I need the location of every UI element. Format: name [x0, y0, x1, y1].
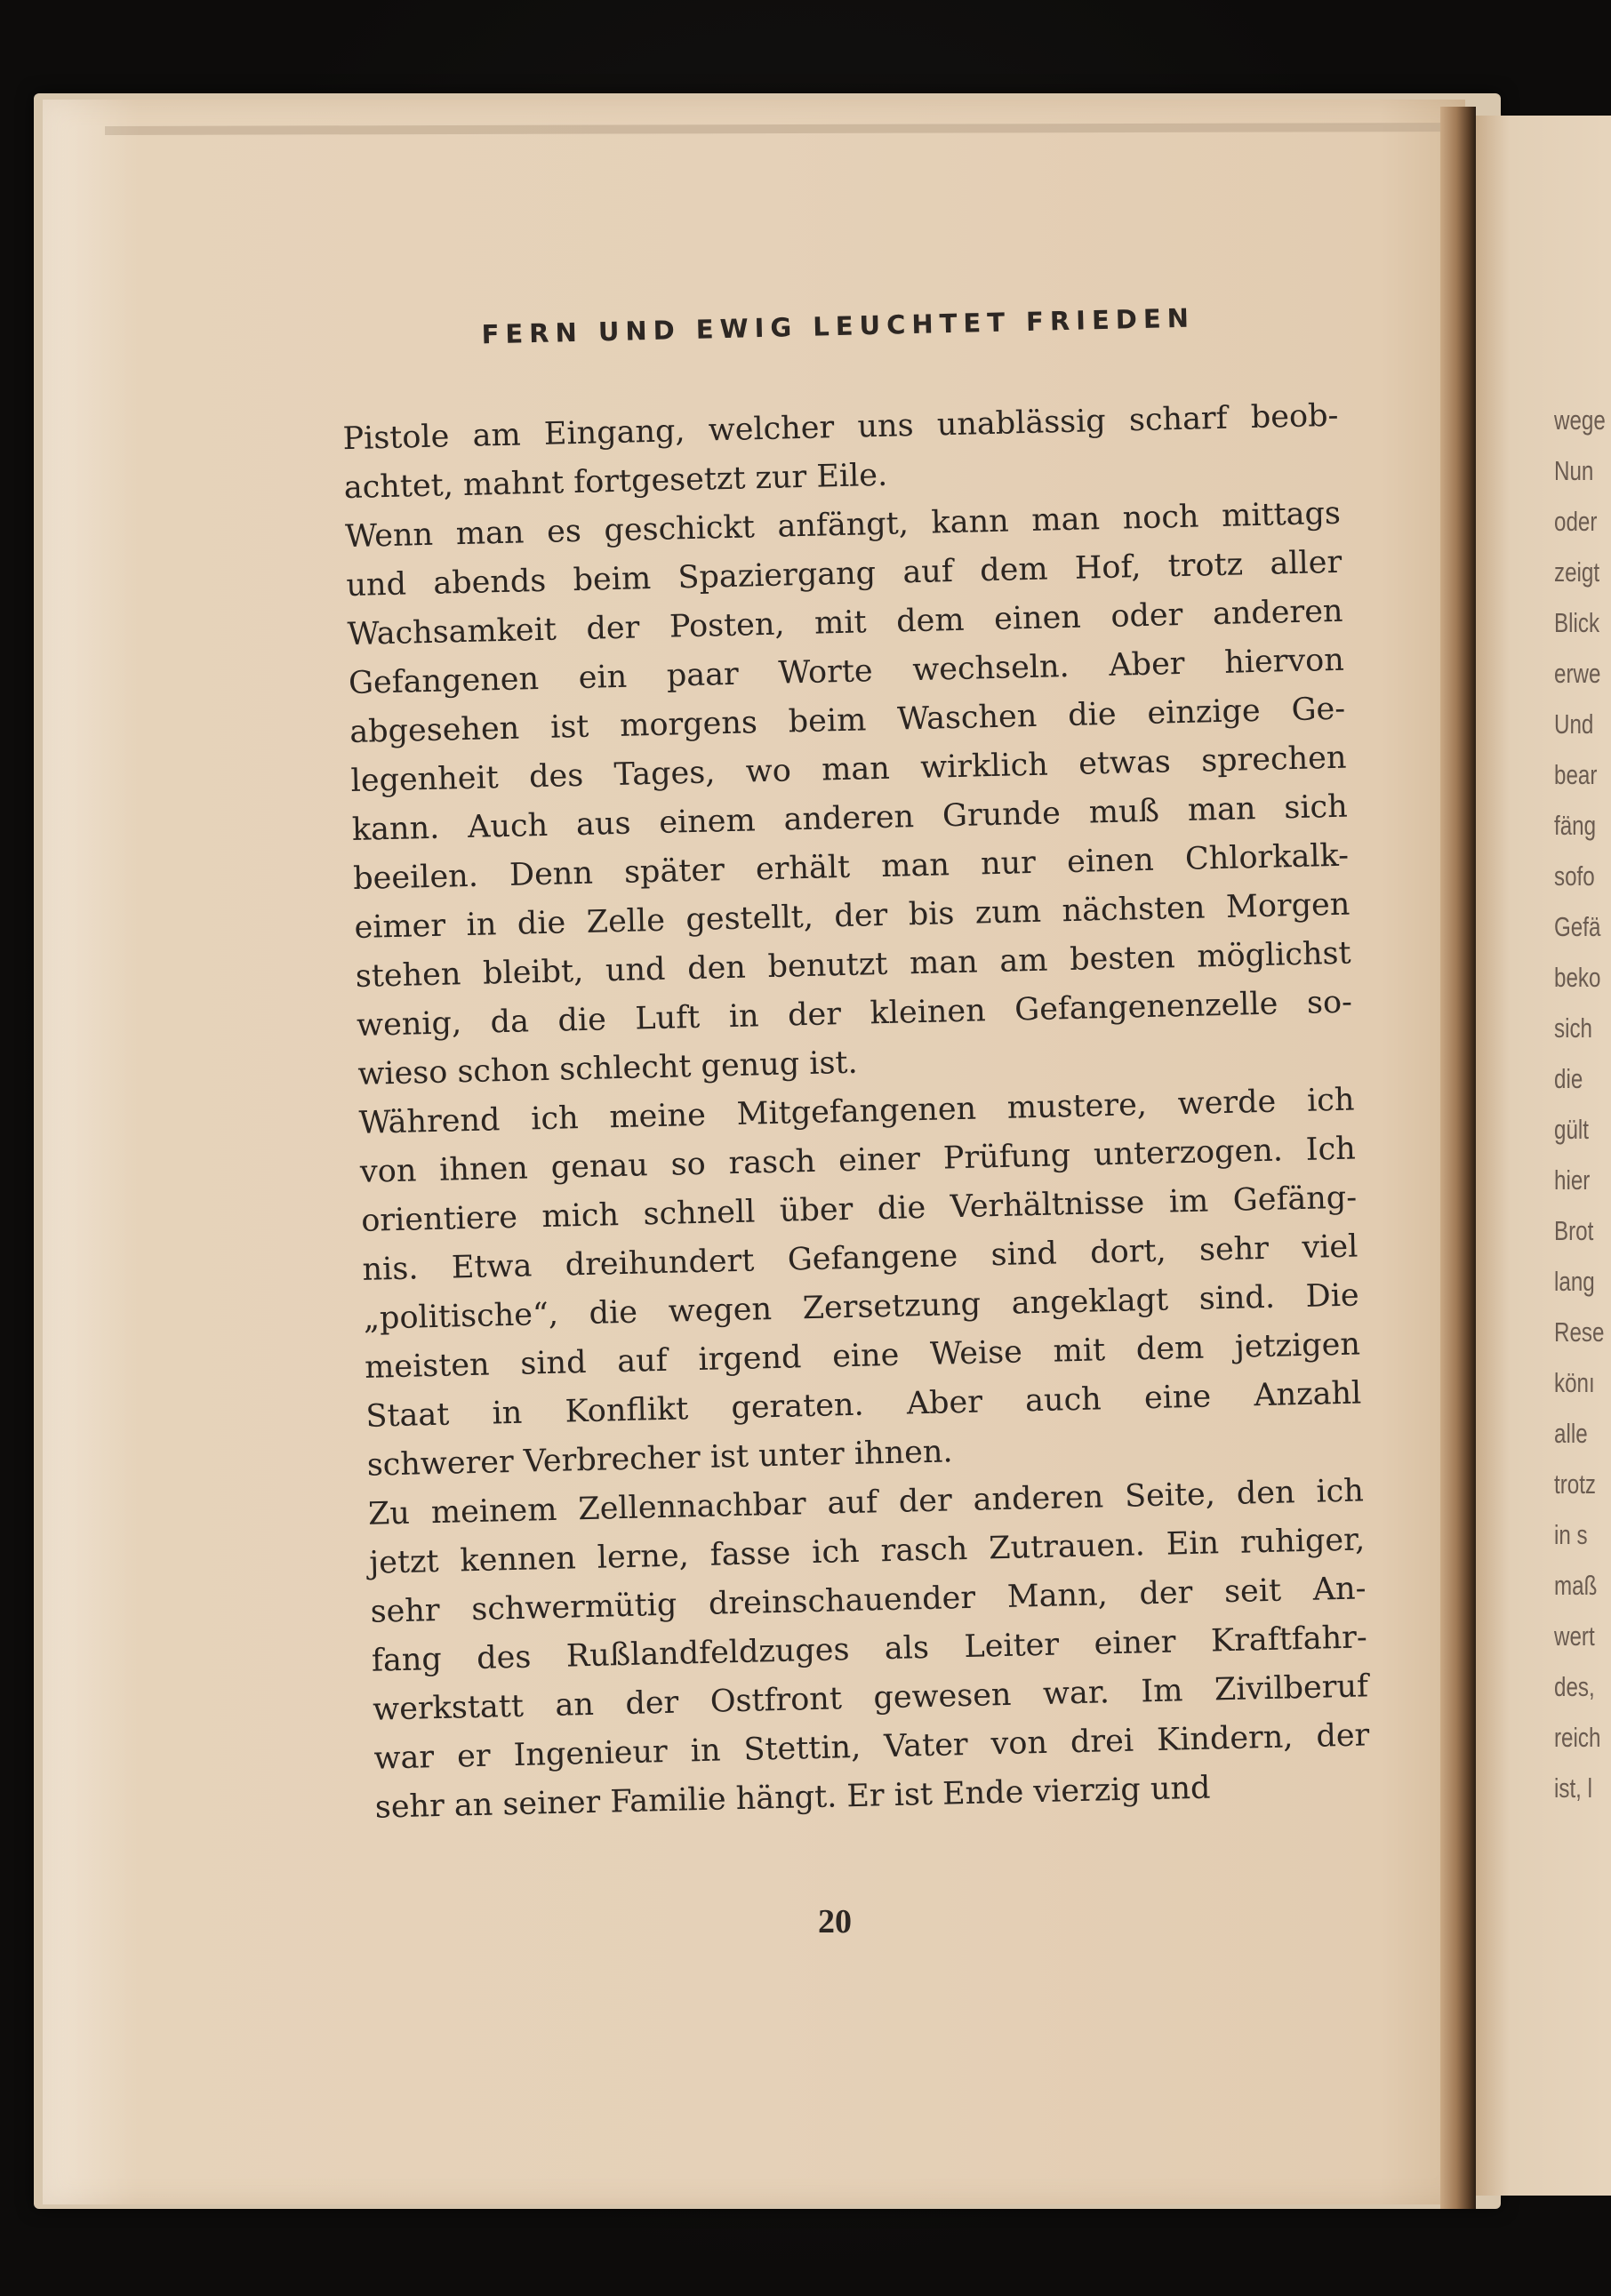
next-page-fragment: sich: [1554, 1012, 1593, 1044]
next-page-fragment: wege: [1554, 404, 1606, 436]
text-line: wenig, da die Luft in der kleinen Gefangenenzelle so-: [356, 984, 1353, 1044]
text-line: von ihnen genau so rasch einer Prüfung unterzogen. Ich: [359, 1131, 1357, 1190]
text-line: schwerer Verbrecher ist unter ihnen.: [366, 1434, 953, 1484]
next-page-fragment: Brot: [1554, 1215, 1594, 1246]
text-line: orientiere mich schnell über die Verhältnisse im Gefäng-: [360, 1180, 1358, 1239]
text-line: fang des Rußlandfeldzuges als Leiter einer Kraftfahr-: [371, 1620, 1368, 1679]
text-line: Zu meinem Zellennachbar auf der anderen Seite, den ich: [367, 1473, 1365, 1532]
next-page-fragment: Und: [1554, 708, 1594, 740]
next-page-fragment: sofo: [1554, 860, 1595, 892]
next-page-fragment: wert: [1554, 1620, 1595, 1652]
text-line: eimer in die Zelle gestellt, der bis zum nächsten Morgen: [354, 886, 1351, 946]
next-page-fragment: die: [1554, 1063, 1583, 1094]
text-line: wieso schon schlecht genug ist.: [357, 1044, 859, 1092]
next-page-fragment: oder: [1554, 506, 1598, 537]
text-line: „politische“, die wegen Zersetzung angeklagt sind. Die: [363, 1277, 1360, 1337]
next-page-fragment: des,: [1554, 1671, 1595, 1702]
text-line: abgesehen ist morgens beim Waschen die einzige Ge-: [349, 691, 1346, 751]
text-line: beeilen. Denn später erhält man nur einen Chlorkalk-: [352, 837, 1350, 897]
text-line: und abends beim Spaziergang auf dem Hof, trotz aller: [346, 544, 1342, 604]
next-page-fragment: könı: [1554, 1367, 1595, 1398]
text-line: Staat in Konflikt geraten. Aber auch eine Anzahl: [365, 1375, 1362, 1435]
next-page-fragment: fäng: [1554, 810, 1597, 841]
body-text: [342, 392, 1371, 1833]
next-page-fragment: maß: [1554, 1570, 1598, 1601]
next-page-fragment: Rese: [1554, 1316, 1605, 1348]
text-line: kann. Auch aus einem anderen Grunde muß man sich: [351, 788, 1349, 849]
next-page-fragment: hier: [1554, 1164, 1591, 1196]
next-page-fragments: [1554, 404, 1609, 1823]
text-line: Wenn man es geschickt anfängt, kann man noch mittags: [344, 495, 1342, 556]
next-page-fragment: ist, l: [1554, 1772, 1592, 1804]
text-line: Wachsamkeit der Posten, mit dem einen oder anderen: [347, 593, 1343, 653]
text-line: werkstatt an der Ostfront gewesen war. Im Zivilberuf: [372, 1668, 1369, 1728]
text-line: achtet, mahnt fortgesetzt zur Eile.: [343, 457, 888, 507]
next-page-fragment: reich: [1554, 1722, 1601, 1753]
next-page-fragment: beko: [1554, 962, 1601, 993]
text-line: war er Ingenieur in Stettin, Vater von drei Kindern, der: [373, 1717, 1370, 1777]
text-line: sehr an seiner Familie hängt. Er ist Ende vierzig und: [374, 1770, 1211, 1826]
next-page-fragment: trotz: [1554, 1468, 1597, 1500]
next-page-fragment: zeigt: [1554, 556, 1600, 588]
next-page-fragment: Blick: [1554, 607, 1600, 638]
next-page-fragment: erwe: [1554, 658, 1601, 689]
page-text-block: [338, 211, 1371, 1833]
text-line: meisten sind auf irgend eine Weise mit dem jetzigen: [364, 1326, 1361, 1386]
next-page-fragment: bear: [1554, 759, 1598, 790]
next-page-fragment: alle: [1554, 1418, 1588, 1449]
next-page-fragment: in s: [1554, 1519, 1588, 1550]
text-line: legenheit des Tages, wo man wirklich etwas sprechen: [350, 740, 1347, 800]
running-head: FERN UND EWIG LEUCHTET FRIEDEN: [481, 302, 1196, 350]
text-line: sehr schwermütig dreinschauender Mann, der seit An-: [370, 1571, 1367, 1630]
text-line: Gefangenen ein paar Worte wechseln. Aber hiervon: [348, 642, 1345, 702]
text-line: stehen bleibt, und den benutzt man am besten möglichst: [355, 935, 1352, 995]
text-line: Pistole am Eingang, welcher uns unablässig scharf beob-: [342, 397, 1339, 458]
text-line: Während ich meine Mitgefangenen mustere, werde ich: [358, 1082, 1355, 1141]
next-page-fragment: lang: [1554, 1266, 1595, 1297]
page-number: 20: [818, 1903, 852, 1940]
text-line: jetzt kennen lerne, fasse ich rasch Zutrauen. Ein ruhiger,: [368, 1522, 1366, 1581]
book-gutter: [1440, 107, 1476, 2209]
text-line: nis. Etwa dreihundert Gefangene sind dort, sehr viel: [362, 1228, 1359, 1288]
next-page-fragment: Gefä: [1554, 911, 1601, 942]
next-page-fragment: gült: [1554, 1114, 1589, 1145]
next-page-fragment: Nun: [1554, 455, 1594, 486]
